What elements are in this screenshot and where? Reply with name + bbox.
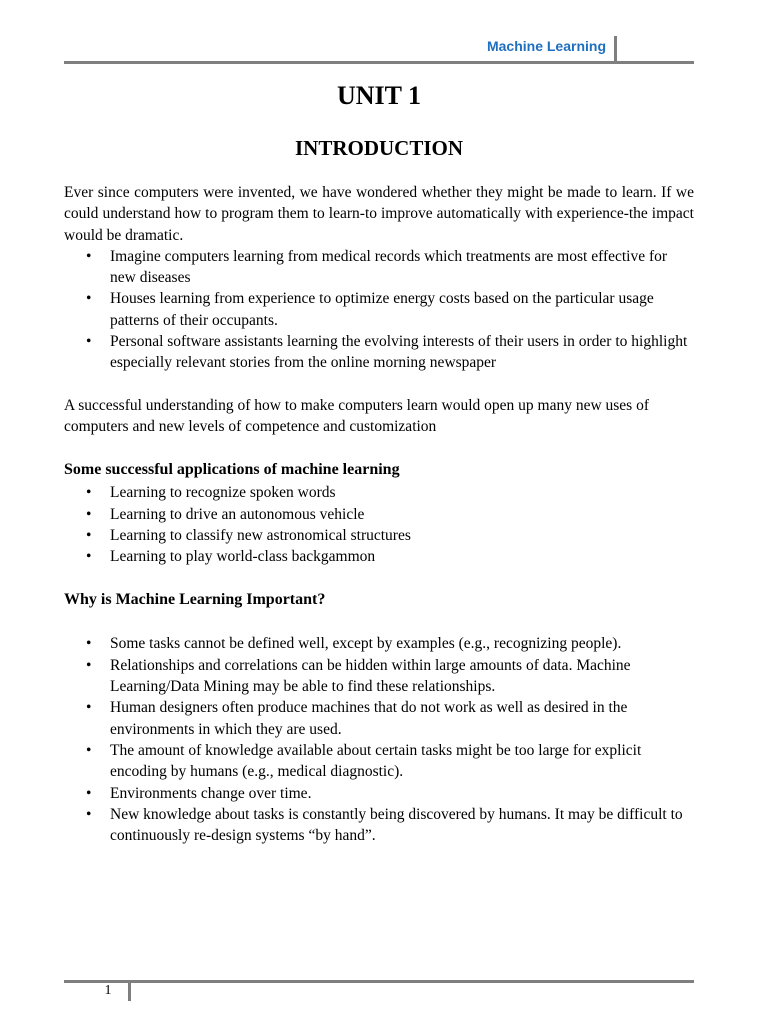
list-item: [64, 783, 694, 804]
bullet-icon: •: [86, 548, 92, 566]
list-item: [64, 633, 694, 654]
bullet-icon: •: [86, 784, 92, 802]
importance-heading: Why is Machine Learning Important?: [64, 591, 326, 609]
footer-divider-vertical: [128, 981, 131, 1001]
list-item: [64, 525, 694, 546]
bullet-icon: •: [86, 247, 92, 265]
list-item-text: Environments change over time.: [110, 784, 312, 802]
applications-heading: Some successful applications of machine learning: [64, 461, 400, 479]
document-body: [64, 182, 694, 846]
bullet-icon: •: [86, 656, 92, 674]
list-item: [64, 331, 694, 374]
applications-list: [64, 482, 694, 567]
list-item: [64, 740, 694, 783]
list-item-text: Personal software assistants learning the evolving interests of their users in order to highlight especially relevant stories from the online morning newspaper: [110, 333, 688, 372]
header-divider-vertical: [614, 36, 617, 62]
intro-paragraph: Ever since computers were invented, we have wondered whether they might be made to learn. If we could understand how to program them to learn-to improve automatically with experience-the impact would be dramatic.: [64, 184, 694, 244]
list-item: [64, 288, 694, 331]
list-item-text: Imagine computers learning from medical records which treatments are most effective for new diseases: [110, 247, 668, 287]
bullet-icon: •: [86, 484, 92, 502]
bullet-icon: •: [86, 505, 92, 523]
bullet-icon: •: [86, 290, 92, 308]
header-rule: [64, 61, 694, 64]
footer-rule: [64, 980, 694, 983]
list-item: [64, 546, 694, 567]
bullet-icon: •: [86, 333, 92, 351]
section-title: INTRODUCTION: [294, 136, 464, 160]
list-item-text: Relationships and correlations can be hidden within large amounts of data. Machine Learning/Data Mining may be able to find these relationships.: [110, 656, 631, 696]
spacer: [64, 374, 694, 395]
spacer: [64, 567, 694, 588]
list-item-text: Human designers often produce machines that do not work as well as desired in the environments in which they are used.: [110, 699, 628, 738]
list-item-text: Learning to play world-class backgammon: [110, 548, 376, 566]
page-number: 1: [104, 983, 112, 998]
spacer: [64, 612, 694, 633]
list-item-text: Learning to drive an autonomous vehicle: [110, 505, 365, 523]
list-item-text: Houses learning from experience to optimize energy costs based on the particular usage patterns of their occupants.: [110, 290, 654, 329]
importance-list: [64, 633, 694, 846]
bullet-icon: •: [86, 526, 92, 544]
bullet-icon: •: [86, 635, 92, 653]
list-item-text: Learning to classify new astronomical structures: [110, 526, 411, 544]
list-item: [64, 804, 694, 847]
bullet-icon: •: [86, 805, 92, 823]
intro-bullet-list: [64, 246, 694, 374]
list-item: [64, 655, 694, 698]
summary-paragraph: A successful understanding of how to make computers learn would open up many new uses of computers and new levels of competence and customization: [64, 396, 649, 435]
list-item-text: New knowledge about tasks is constantly being discovered by humans. It may be difficult to continuously re-design systems “by hand”.: [110, 805, 683, 845]
list-item: [64, 482, 694, 503]
list-item: [64, 504, 694, 525]
bullet-icon: •: [86, 699, 92, 717]
list-item-text: The amount of knowledge available about certain tasks might be too large for explicit encoding by humans (e.g., medical diagnostic).: [110, 741, 642, 781]
running-header-title: Machine Learning: [486, 38, 606, 54]
unit-title: UNIT 1: [336, 81, 422, 110]
list-item-text: Some tasks cannot be defined well, except by examples (e.g., recognizing people).: [110, 635, 622, 653]
list-item-text: Learning to recognize spoken words: [110, 484, 336, 502]
list-item: [64, 246, 694, 289]
bullet-icon: •: [86, 741, 92, 759]
list-item: [64, 697, 694, 740]
spacer: [64, 437, 694, 458]
